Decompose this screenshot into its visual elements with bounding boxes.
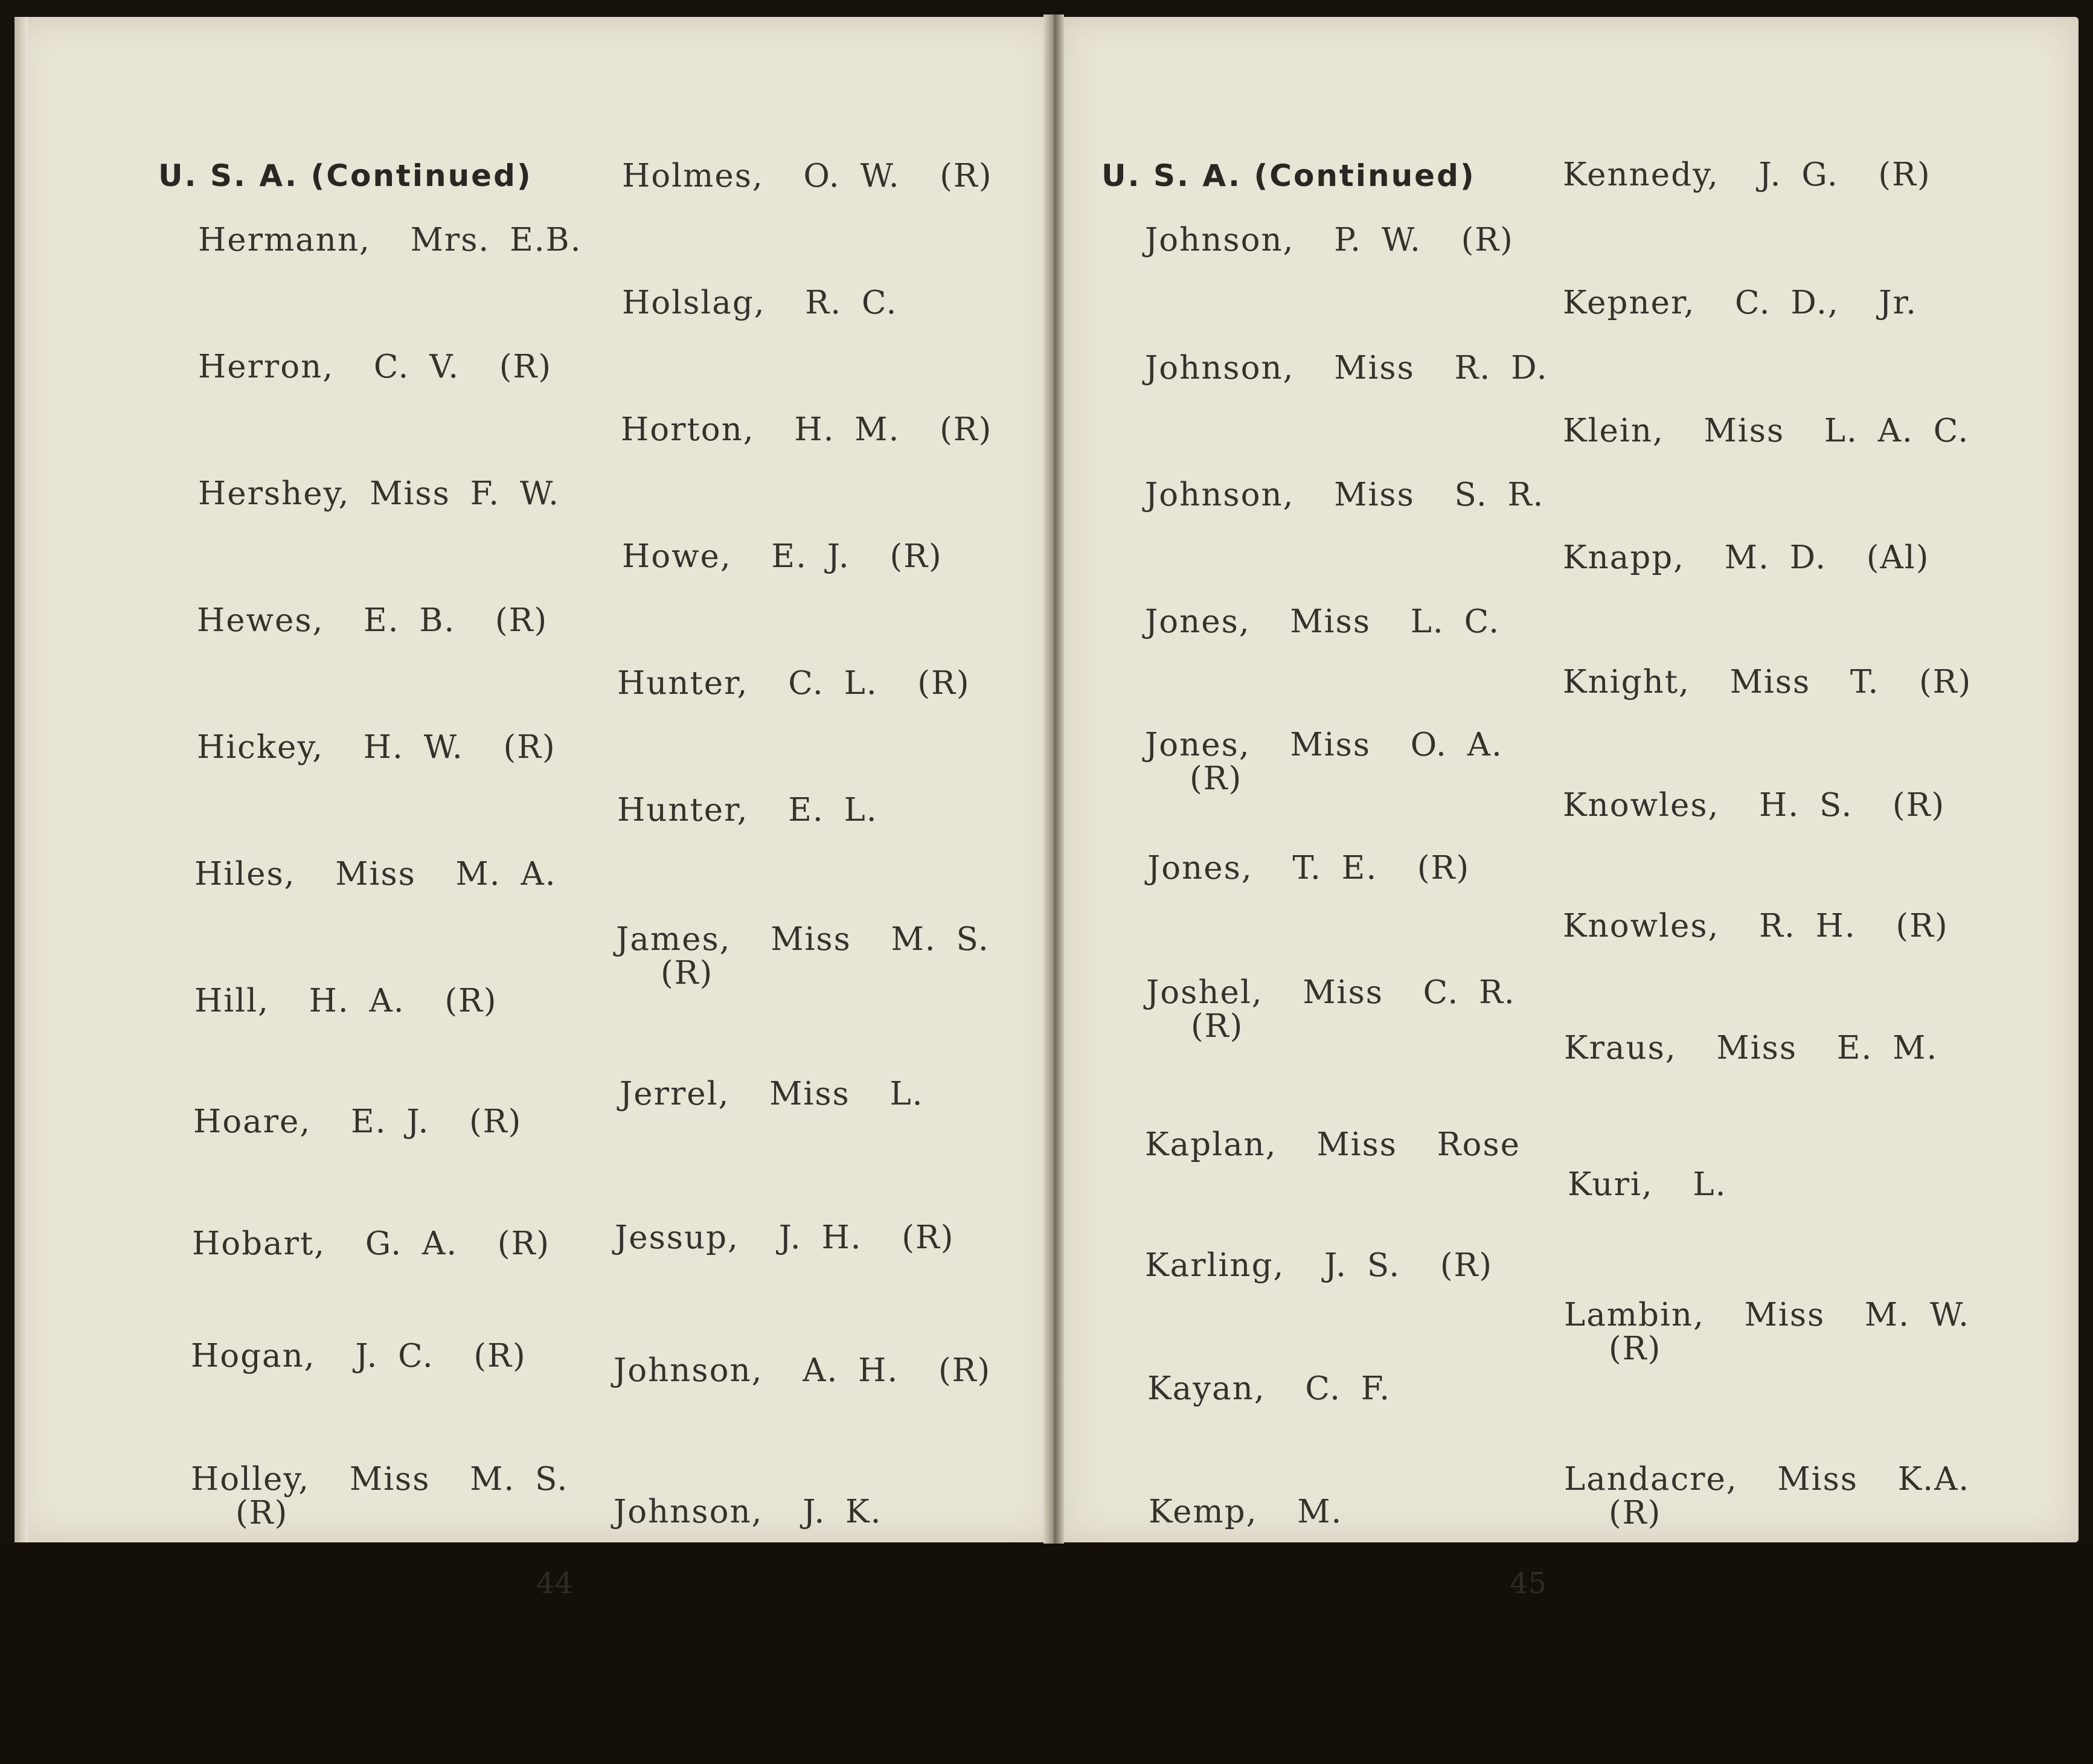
list-item: Jones, T. E. (R) [1147, 850, 1470, 887]
list-item: Hershey, Miss F. W. [198, 475, 560, 512]
list-item: Jones, Miss L. C. [1145, 603, 1501, 640]
list-item: Holley, Miss M. S. (R) [191, 1461, 569, 1531]
list-item: Kraus, Miss E. M. [1564, 1030, 1938, 1066]
left-page-heading: U. S. A. (Continued) [158, 158, 533, 193]
list-item: Howe, E. J. (R) [622, 538, 943, 575]
list-item: Herron, C. V. (R) [198, 348, 553, 385]
list-item: Kayan, C. F. [1147, 1370, 1391, 1407]
list-item: Kennedy, J. G. (R) [1563, 156, 1931, 193]
right-page-heading: U. S. A. (Continued) [1101, 158, 1476, 193]
list-item: Hoare, E. J. (R) [193, 1103, 522, 1140]
list-item: Hermann, Mrs. E.B. [198, 222, 582, 258]
list-item: Hobart, G. A. (R) [192, 1225, 551, 1262]
list-item: Holmes, O. W. (R) [622, 158, 993, 194]
list-item: Karling, J. S. (R) [1145, 1247, 1493, 1284]
list-item: Hewes, E. B. (R) [197, 602, 548, 639]
list-item: Kemp, M. [1149, 1493, 1343, 1530]
book-gutter [1043, 14, 1064, 1544]
list-item: Jerrel, Miss L. [620, 1076, 924, 1112]
list-item: Hunter, C. L. (R) [617, 665, 970, 702]
list-item: Kaplan, Miss Rose [1145, 1126, 1521, 1163]
list-item: Knapp, M. D. (Al) [1563, 539, 1930, 576]
list-item: Hiles, Miss M. A. [194, 856, 557, 893]
list-item: Hill, H. A. (R) [194, 983, 498, 1019]
list-item: Johnson, A. H. (R) [614, 1352, 992, 1389]
list-item: Lambin, Miss M. W. (R) [1564, 1297, 1970, 1367]
list-item: Klein, Miss L. A. C. [1563, 412, 1970, 449]
list-item: Johnson, Miss S. R. [1145, 476, 1545, 513]
list-item: Johnson, Miss R. D. [1145, 350, 1548, 386]
list-item: Hunter, E. L. [617, 792, 878, 829]
list-item: Horton, H. M. (R) [621, 411, 993, 448]
list-item: Knowles, R. H. (R) [1563, 908, 1949, 945]
list-item: Johnson, P. W. (R) [1145, 222, 1514, 258]
list-item: Knowles, H. S. (R) [1563, 787, 1946, 824]
left-page-edge [14, 17, 28, 1542]
list-item: Jones, Miss O. A. (R) [1145, 726, 1503, 797]
list-item: Hogan, J. C. (R) [191, 1338, 527, 1374]
list-item: Holslag, R. C. [622, 284, 898, 321]
list-item: Joshel, Miss C. R. (R) [1146, 974, 1516, 1045]
list-item: Kepner, C. D., Jr. [1563, 284, 1917, 321]
list-item: Landacre, Miss K.A. (R) [1564, 1461, 1970, 1531]
page-number: 45 [1510, 1567, 1547, 1600]
list-item: Jessup, J. H. (R) [615, 1219, 955, 1256]
list-item: Kuri, L. [1568, 1166, 1727, 1203]
background-bottom [0, 1544, 2093, 1764]
list-item: Johnson, J. K. [614, 1493, 882, 1530]
list-item: Hickey, H. W. (R) [197, 729, 556, 766]
page-number: 44 [536, 1567, 574, 1600]
list-item: Knight, Miss T. (R) [1563, 664, 1972, 701]
list-item: James, Miss M. S. (R) [616, 921, 990, 992]
